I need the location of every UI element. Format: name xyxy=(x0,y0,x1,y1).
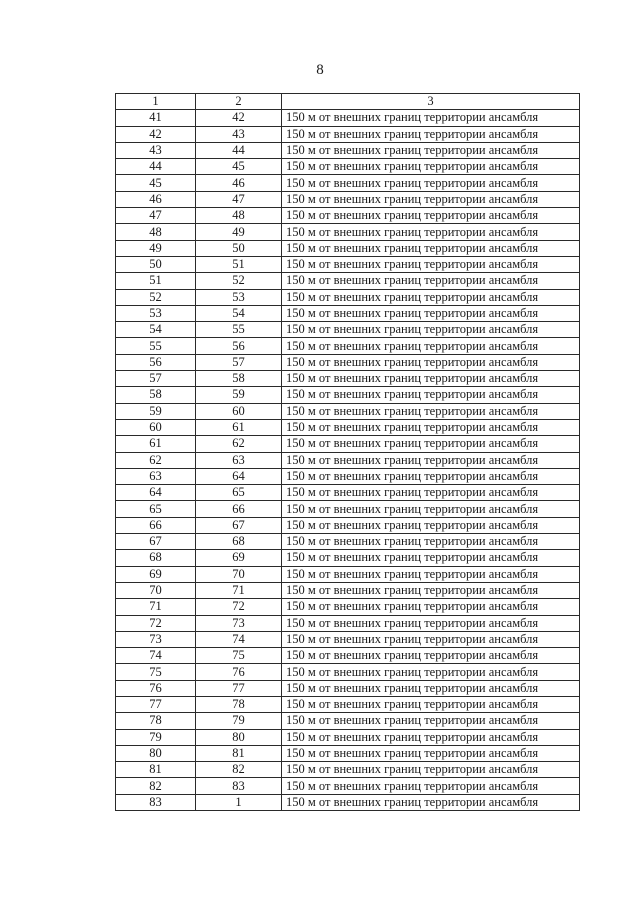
description-cell: 150 м от внешних границ территории ансамбля xyxy=(282,403,580,419)
table-row xyxy=(116,615,580,631)
to-point-cell: 45 xyxy=(196,159,282,175)
from-point-cell: 74 xyxy=(116,648,196,664)
from-point-cell: 80 xyxy=(116,745,196,761)
from-point-cell: 82 xyxy=(116,778,196,794)
table-row xyxy=(116,419,580,435)
boundary-points-table xyxy=(115,93,580,811)
description-cell: 150 м от внешних границ территории ансамбля xyxy=(282,729,580,745)
from-point-cell: 47 xyxy=(116,208,196,224)
description-cell: 150 м от внешних границ территории ансамбля xyxy=(282,794,580,810)
from-point-cell: 71 xyxy=(116,599,196,615)
from-point-cell: 67 xyxy=(116,534,196,550)
table-row xyxy=(116,631,580,647)
table-row xyxy=(116,485,580,501)
from-point-cell: 70 xyxy=(116,582,196,598)
to-point-cell: 57 xyxy=(196,354,282,370)
to-point-cell: 1 xyxy=(196,794,282,810)
table-row xyxy=(116,289,580,305)
from-point-cell: 64 xyxy=(116,485,196,501)
to-point-cell: 55 xyxy=(196,322,282,338)
from-point-cell: 63 xyxy=(116,468,196,484)
description-cell: 150 м от внешних границ территории ансамбля xyxy=(282,501,580,517)
description-cell: 150 м от внешних границ территории ансамбля xyxy=(282,582,580,598)
table-row xyxy=(116,436,580,452)
from-point-cell: 49 xyxy=(116,240,196,256)
from-point-cell: 72 xyxy=(116,615,196,631)
table-row xyxy=(116,566,580,582)
description-cell: 150 м от внешних границ территории ансамбля xyxy=(282,648,580,664)
table-row xyxy=(116,680,580,696)
to-point-cell: 44 xyxy=(196,142,282,158)
table-row xyxy=(116,599,580,615)
table-row xyxy=(116,468,580,484)
to-point-cell: 70 xyxy=(196,566,282,582)
to-point-cell: 52 xyxy=(196,273,282,289)
to-point-cell: 64 xyxy=(196,468,282,484)
to-point-cell: 47 xyxy=(196,191,282,207)
from-point-cell: 79 xyxy=(116,729,196,745)
description-cell: 150 м от внешних границ территории ансамбля xyxy=(282,224,580,240)
table-row xyxy=(116,159,580,175)
to-point-cell: 59 xyxy=(196,387,282,403)
description-cell: 150 м от внешних границ территории ансамбля xyxy=(282,273,580,289)
to-point-cell: 75 xyxy=(196,648,282,664)
to-point-cell: 46 xyxy=(196,175,282,191)
from-point-cell: 53 xyxy=(116,305,196,321)
table-row xyxy=(116,403,580,419)
to-point-cell: 51 xyxy=(196,256,282,272)
table-body xyxy=(116,94,580,811)
from-point-cell: 41 xyxy=(116,110,196,126)
table-row xyxy=(116,240,580,256)
from-point-cell: 55 xyxy=(116,338,196,354)
table-row xyxy=(116,322,580,338)
to-point-cell: 78 xyxy=(196,696,282,712)
from-point-cell: 50 xyxy=(116,256,196,272)
header-cell-1: 1 xyxy=(116,94,196,110)
table-row xyxy=(116,208,580,224)
description-cell: 150 м от внешних границ территории ансамбля xyxy=(282,713,580,729)
from-point-cell: 43 xyxy=(116,142,196,158)
to-point-cell: 63 xyxy=(196,452,282,468)
table-row xyxy=(116,778,580,794)
from-point-cell: 45 xyxy=(116,175,196,191)
table-row xyxy=(116,387,580,403)
to-point-cell: 83 xyxy=(196,778,282,794)
table-row xyxy=(116,696,580,712)
from-point-cell: 65 xyxy=(116,501,196,517)
table-row xyxy=(116,110,580,126)
from-point-cell: 62 xyxy=(116,452,196,468)
description-cell: 150 м от внешних границ территории ансамбля xyxy=(282,631,580,647)
description-cell: 150 м от внешних границ территории ансамбля xyxy=(282,745,580,761)
from-point-cell: 54 xyxy=(116,322,196,338)
table-row xyxy=(116,713,580,729)
from-point-cell: 59 xyxy=(116,403,196,419)
description-cell: 150 м от внешних границ территории ансамбля xyxy=(282,436,580,452)
description-cell: 150 м от внешних границ территории ансамбля xyxy=(282,485,580,501)
from-point-cell: 52 xyxy=(116,289,196,305)
to-point-cell: 82 xyxy=(196,762,282,778)
table-row xyxy=(116,517,580,533)
description-cell: 150 м от внешних границ территории ансамбля xyxy=(282,371,580,387)
to-point-cell: 80 xyxy=(196,729,282,745)
description-cell: 150 м от внешних границ территории ансамбля xyxy=(282,305,580,321)
from-point-cell: 56 xyxy=(116,354,196,370)
to-point-cell: 56 xyxy=(196,338,282,354)
description-cell: 150 м от внешних границ территории ансамбля xyxy=(282,517,580,533)
description-cell: 150 м от внешних границ территории ансамбля xyxy=(282,256,580,272)
to-point-cell: 58 xyxy=(196,371,282,387)
description-cell: 150 м от внешних границ территории ансамбля xyxy=(282,191,580,207)
to-point-cell: 54 xyxy=(196,305,282,321)
header-cell-3: 3 xyxy=(282,94,580,110)
to-point-cell: 79 xyxy=(196,713,282,729)
table-row xyxy=(116,648,580,664)
to-point-cell: 42 xyxy=(196,110,282,126)
description-cell: 150 м от внешних границ территории ансамбля xyxy=(282,159,580,175)
from-point-cell: 42 xyxy=(116,126,196,142)
table-row xyxy=(116,175,580,191)
to-point-cell: 60 xyxy=(196,403,282,419)
from-point-cell: 73 xyxy=(116,631,196,647)
to-point-cell: 43 xyxy=(196,126,282,142)
description-cell: 150 м от внешних границ территории ансамбля xyxy=(282,208,580,224)
from-point-cell: 83 xyxy=(116,794,196,810)
table-row xyxy=(116,729,580,745)
from-point-cell: 60 xyxy=(116,419,196,435)
to-point-cell: 49 xyxy=(196,224,282,240)
table-row xyxy=(116,126,580,142)
description-cell: 150 м от внешних границ территории ансамбля xyxy=(282,615,580,631)
from-point-cell: 48 xyxy=(116,224,196,240)
description-cell: 150 м от внешних границ территории ансамбля xyxy=(282,142,580,158)
to-point-cell: 62 xyxy=(196,436,282,452)
to-point-cell: 67 xyxy=(196,517,282,533)
to-point-cell: 65 xyxy=(196,485,282,501)
from-point-cell: 51 xyxy=(116,273,196,289)
from-point-cell: 57 xyxy=(116,371,196,387)
table-row xyxy=(116,371,580,387)
to-point-cell: 71 xyxy=(196,582,282,598)
description-cell: 150 м от внешних границ территории ансамбля xyxy=(282,680,580,696)
table-row xyxy=(116,582,580,598)
to-point-cell: 81 xyxy=(196,745,282,761)
description-cell: 150 м от внешних границ территории ансамбля xyxy=(282,762,580,778)
table-row xyxy=(116,142,580,158)
table-row xyxy=(116,550,580,566)
description-cell: 150 м от внешних границ территории ансамбля xyxy=(282,778,580,794)
description-cell: 150 м от внешних границ территории ансамбля xyxy=(282,387,580,403)
table-header-row xyxy=(116,94,580,110)
from-point-cell: 58 xyxy=(116,387,196,403)
from-point-cell: 76 xyxy=(116,680,196,696)
description-cell: 150 м от внешних границ территории ансамбля xyxy=(282,419,580,435)
description-cell: 150 м от внешних границ территории ансамбля xyxy=(282,110,580,126)
from-point-cell: 77 xyxy=(116,696,196,712)
table-row xyxy=(116,501,580,517)
to-point-cell: 61 xyxy=(196,419,282,435)
table-row xyxy=(116,354,580,370)
page-number: 8 xyxy=(316,62,324,78)
from-point-cell: 75 xyxy=(116,664,196,680)
to-point-cell: 50 xyxy=(196,240,282,256)
table-row xyxy=(116,534,580,550)
description-cell: 150 м от внешних границ территории ансамбля xyxy=(282,240,580,256)
description-cell: 150 м от внешних границ территории ансамбля xyxy=(282,338,580,354)
to-point-cell: 77 xyxy=(196,680,282,696)
description-cell: 150 м от внешних границ территории ансамбля xyxy=(282,550,580,566)
description-cell: 150 м от внешних границ территории ансамбля xyxy=(282,599,580,615)
description-cell: 150 м от внешних границ территории ансамбля xyxy=(282,175,580,191)
description-cell: 150 м от внешних границ территории ансамбля xyxy=(282,126,580,142)
from-point-cell: 81 xyxy=(116,762,196,778)
from-point-cell: 61 xyxy=(116,436,196,452)
table-row xyxy=(116,338,580,354)
table-row xyxy=(116,224,580,240)
description-cell: 150 м от внешних границ территории ансамбля xyxy=(282,354,580,370)
from-point-cell: 66 xyxy=(116,517,196,533)
from-point-cell: 69 xyxy=(116,566,196,582)
table-row xyxy=(116,745,580,761)
to-point-cell: 48 xyxy=(196,208,282,224)
table-row xyxy=(116,256,580,272)
description-cell: 150 м от внешних границ территории ансамбля xyxy=(282,452,580,468)
description-cell: 150 м от внешних границ территории ансамбля xyxy=(282,534,580,550)
from-point-cell: 44 xyxy=(116,159,196,175)
to-point-cell: 74 xyxy=(196,631,282,647)
to-point-cell: 69 xyxy=(196,550,282,566)
table-row xyxy=(116,452,580,468)
to-point-cell: 66 xyxy=(196,501,282,517)
description-cell: 150 м от внешних границ территории ансамбля xyxy=(282,322,580,338)
table-row xyxy=(116,273,580,289)
table-row xyxy=(116,794,580,810)
description-cell: 150 м от внешних границ территории ансамбля xyxy=(282,289,580,305)
header-cell-2: 2 xyxy=(196,94,282,110)
description-cell: 150 м от внешних границ территории ансамбля xyxy=(282,566,580,582)
table-row xyxy=(116,664,580,680)
to-point-cell: 73 xyxy=(196,615,282,631)
to-point-cell: 68 xyxy=(196,534,282,550)
table-row xyxy=(116,191,580,207)
table-row xyxy=(116,305,580,321)
to-point-cell: 72 xyxy=(196,599,282,615)
description-cell: 150 м от внешних границ территории ансамбля xyxy=(282,664,580,680)
table-row xyxy=(116,762,580,778)
from-point-cell: 68 xyxy=(116,550,196,566)
to-point-cell: 76 xyxy=(196,664,282,680)
description-cell: 150 м от внешних границ территории ансамбля xyxy=(282,468,580,484)
from-point-cell: 46 xyxy=(116,191,196,207)
description-cell: 150 м от внешних границ территории ансамбля xyxy=(282,696,580,712)
to-point-cell: 53 xyxy=(196,289,282,305)
from-point-cell: 78 xyxy=(116,713,196,729)
